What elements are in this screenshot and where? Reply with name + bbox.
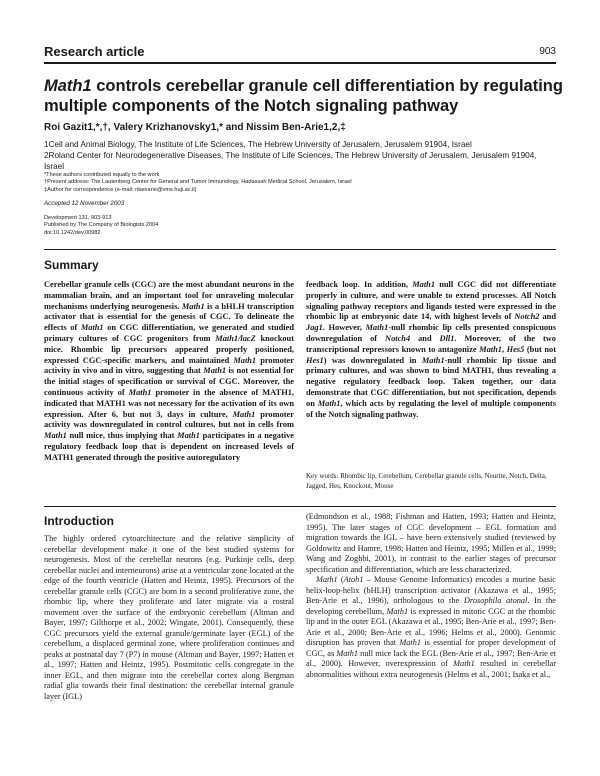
gene-name: Notch2 [514,312,540,322]
gene-name: Notch4 [385,333,411,343]
author-list: Roi Gazit1,*,†, Valery Krizhanovsky1,* and Nissim Ben-Arie1,2,‡ [44,122,346,133]
journal-citation: Development 131, 903-913 [44,215,112,221]
gene-name: Math1 [128,387,152,397]
note-correspondence: ‡Author for correspondence (e-mail: nbenarie@vms.huji.ac.il) [44,186,197,193]
gene-name: Math1 [399,638,422,647]
gene-name: Math1 [365,323,389,333]
summary-top-rule [44,249,556,250]
title-rest: controls cerebellar granule cell differentiation by regulating multiple components of the Notch signaling pathway [44,77,563,115]
summary-heading: Summary [44,258,99,272]
gene-name: Jag1 [306,323,323,333]
intro-text-left [44,534,294,702]
gene-name: Math1 [316,575,338,584]
gene-name: Math1 [336,648,359,658]
intro-top-rule [44,506,556,507]
page-number: 903 [539,46,556,57]
intro-paragraph-1: The highly ordered cytoarchitecture and the relative simplicity of cerebellar development make it one of the best studied systems for neurogenesis. Most of the cerebellar neurons (e.g. Purkinje cells, deep cerebellar nuclei and interneurons) arise at a ventricular zone located at the edge of the fourth ventricle (Hatten and Heintz, 1995). Precursors of the cerebellar granule cells (CGC) are born in a second proliferative zone, the rhombic lip, where they proliferate and later migrate via a rostral movement over the surface of the embryonic cerebellum (Altman and Bayer, 1997; Gilthorpe et al., 2002; Wingate, 2001). Consequently, these CGC precursors yield the external granule/germinate layer (EGL) of the cerebellum, a displaced germinal zone, where proliferation continues and peaks at postnatal day 7 (P7) in mouse (Altman and Bayer, 1997; Hatten et al., 1997; Hatten and Heintz, 1995). Postmitotic cells congregate in the inner EGL, and then migrate into the cerebellar cortex along Bergman radial glia towards their final destination: the cerebellar internal granule layer (IGL) [44,534,294,701]
gene-name: Math1 [203,366,227,376]
intro-text-right [306,512,556,680]
gene-name: Math1 [412,280,436,289]
header-rule [44,62,556,64]
keywords: Key words: Rhombic lip, Cerebellum, Cerebellar granule cells, Neurite, Notch, Delta, Jagged, Hes, Knockout, Mouse [306,472,547,490]
gene-name: Math1 [317,398,341,408]
gene-name: Math1 [80,323,104,333]
gene-name: Math1 [386,606,409,616]
article-type: Research article [44,44,145,59]
gene-name: Math1/lacZ [215,333,256,343]
gene-name: Dll1 [439,333,455,343]
title-gene: Math1 [44,77,92,95]
doi: doi:10.1242/dev.00982 [44,229,101,236]
gene-name: Hes5 [506,344,525,354]
gene-name: Math1 [479,344,502,354]
gene-name: Math1 [232,409,256,419]
publisher: Published by The Company of Biologists 2004 [44,222,159,229]
summary-text-left: Cerebellar granule cells (CGC) are the most abundant neurons in the mammalian brain, and an important tool for unraveling molecular mechanisms underlying neurogenesis. Math1 is a bHLH transcription activator that is essential for the genesis of CGC. To delineate the effects of Math1 on CGC differentiation, we generated and studied primary cultures of CGC progenitors from Math1/lacZ knockout mice. Rhombic lip precursors appeared properly positioned, expressed CGC-specific markers, and maintained Math1 promoter activity in vivo and in vitro, suggesting that Math1 is not essential for the initial stages of specification or survival of CGC. Moreover, the continuous activity of Math1 promoter in the absence of MATH1, indicated that MATH1 was not necessary for the activation of its own expression. After 6, but not 3, days in culture, Math1 promoter activity was downregulated in control cultures, but not in cells from Math1 null mice, thus implying that Math1 participates in a negative regulatory feedback loop that is dependent on increased levels of MATH1 generated through the positive autoregulatory [44,280,295,462]
gene-name: Atoh1 [343,575,364,584]
note-equal-contribution: *These authors contributed equally to the work [44,172,160,178]
accepted-date: Accepted 12 November 2003 [44,200,125,207]
introduction-heading: Introduction [44,514,114,528]
affiliation-2: 2Roland Center for Neurodegenerative Diseases, The Institute of Life Sciences, The Hebrew University of Jerusalem, Jerusalem 91904, Israel [44,151,537,171]
note-present-address: †Present address: The Lautenberg Center for General and Tumor Immunology, Hadassah Medical School, Jerusalem, Israel [44,179,352,186]
publication-info [44,215,158,237]
gene-name: Math1 [233,355,257,365]
running-header [44,44,556,64]
gene-name: Math1 [44,431,67,441]
affiliation-1: 1Cell and Animal Biology, The Institute of Life Sciences, The Hebrew University of Jerusalem, Jerusalem 91904, Israel [44,140,472,149]
summary-text-right: feedback loop. In addition, Math1 null CGC did not differentiate properly in culture, and were unable to extend processes. All Notch signaling pathway receptors and ligands tested were expressed in the rhombic lip at embryonic date 14, with highest levels of Notch2 and Jag1. However, Math1-null rhombic lip cells presented conspicuous downregulation of Notch4 and Dll1. Moreover, of the two transcriptional repressors known to antagonize Math1, Hes5 (but not Hes1) was downregulated in Math1-null rhombic lip tissue and primary cultures, and was shown to bind MATH1, thus revealing a negative regulatory feedback loop. Taken together, our data demonstrate that CGC differentiation, but not specification, depends on Math1, which acts by regulating the level of multiple components of the Notch signaling pathway. [306,280,557,419]
gene-name: Math1 [421,355,445,365]
author-notes [44,172,352,194]
gene-name: Drosophila atonal [463,596,528,605]
gene-name: Math1 [453,659,475,668]
gene-name: Math1 [177,431,200,441]
intro-paragraph-2: Math1 (Atoh1 – Mouse Genome Informatics) encodes a murine basic helix-loop-helix (bHLH) transcription activator (Akazawa et al., 1995; Ben-Arie et al., 1996), orthologous to the Drosophila atonal. In the developing cerebellum, Math1 is expressed in mitotic CGC at the rhombic lip and in the outer EGL (Akazawa et al., 1995; Ben-Arie et al., 1997; Ben-Arie et al., 2000; Ben-Arie et al., 1996; Helms et al., 2000). Genomic disruption has proven that Math1 is essential for proper development of CGC, as Math1 null mice lack the EGL (Ben-Arie et al., 1997; Ben-Arie et al., 2000). However, overexpression of Math1 resulted in cerebellar abnormalities without extra neurogenesis (Helms et al., 2001; Isaka et al., [306,575,557,679]
gene-name: Math1 [181,301,205,311]
article-title [44,76,564,116]
gene-name: Hes1 [306,355,324,365]
intro-paragraph-1-cont: (Edmondson et al., 1988; Fishman and Hatten, 1993; Hatten and Heintz, 1995). The later stages of CGC development – EGL formation and migration towards the IGL – have been extensively studied (reviewed by Goldowitz and Hamre, 1998; Hatten and Heintz, 1995; Millen et al., 1999; Wang and Zoghbi, 2001), in contrast to the earlier stages of precursor specification and differentiation, which are less characterized. [306,512,556,574]
